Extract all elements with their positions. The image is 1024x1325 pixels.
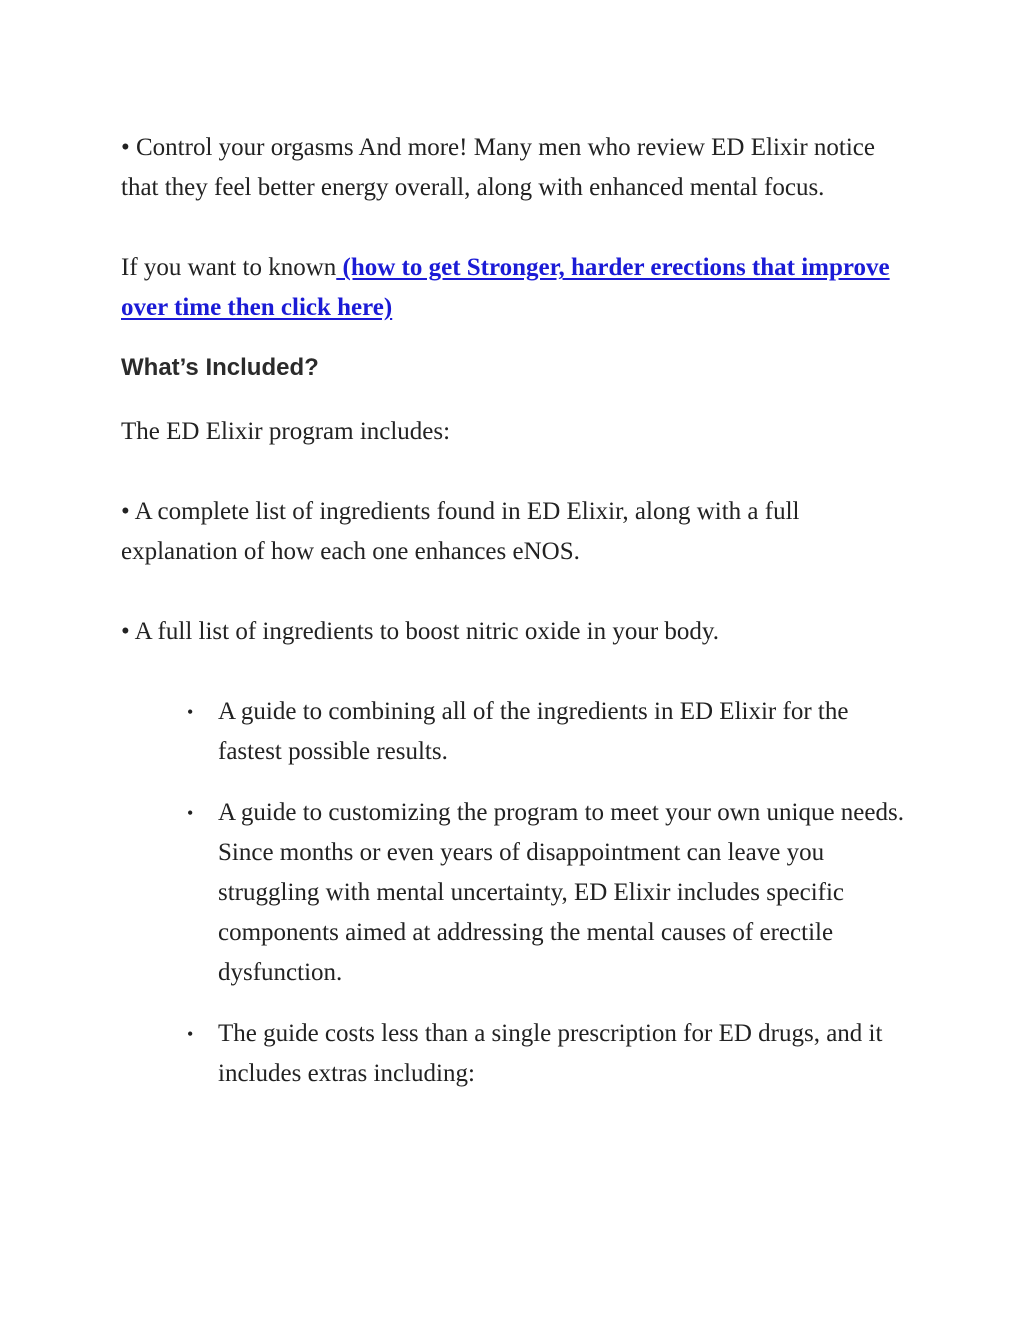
list-item [187,1014,911,1094]
bullet-icon: • [187,803,194,823]
paragraph-program-includes: The ED Elixir program includes: [121,418,451,445]
list-item-text: A guide to customizing the program to meet your own unique needs. Since months or even years of disappointment can leave you struggling with mental uncertainty, ED Elixir includes specific components aimed at addressing the mental causes of erectile dysfunction. [218,799,904,986]
list-item-text: A guide to combining all of the ingredients in ED Elixir for the fastest possible results. [218,698,849,765]
section-heading: What’s Included? [121,354,319,381]
list-item-text: The guide costs less than a single prescription for ED drugs, and it includes extras including: [218,1020,883,1087]
bullet-icon: • [187,702,194,722]
list-item [187,692,911,772]
link-intro-text: If you want to known [121,254,337,281]
paragraph-ingredients-list: • A complete list of ingredients found in ED Elixir, along with a full explanation of how each one enhances eNOS. [121,498,800,565]
list-item [187,793,911,993]
stronger-erections-link[interactable]: (how to get Stronger, harder erections that improve over time then click here) [121,254,890,321]
bullet-icon: • [187,1024,194,1044]
included-items-list [121,692,911,1094]
document-page [121,128,911,1115]
paragraph-link-intro [121,248,911,328]
paragraph-nitric-oxide: • A full list of ingredients to boost nitric oxide in your body. [121,618,720,645]
paragraph-benefits: • Control your orgasms And more! Many men who review ED Elixir notice that they feel better energy overall, along with enhanced mental focus. [121,134,875,201]
